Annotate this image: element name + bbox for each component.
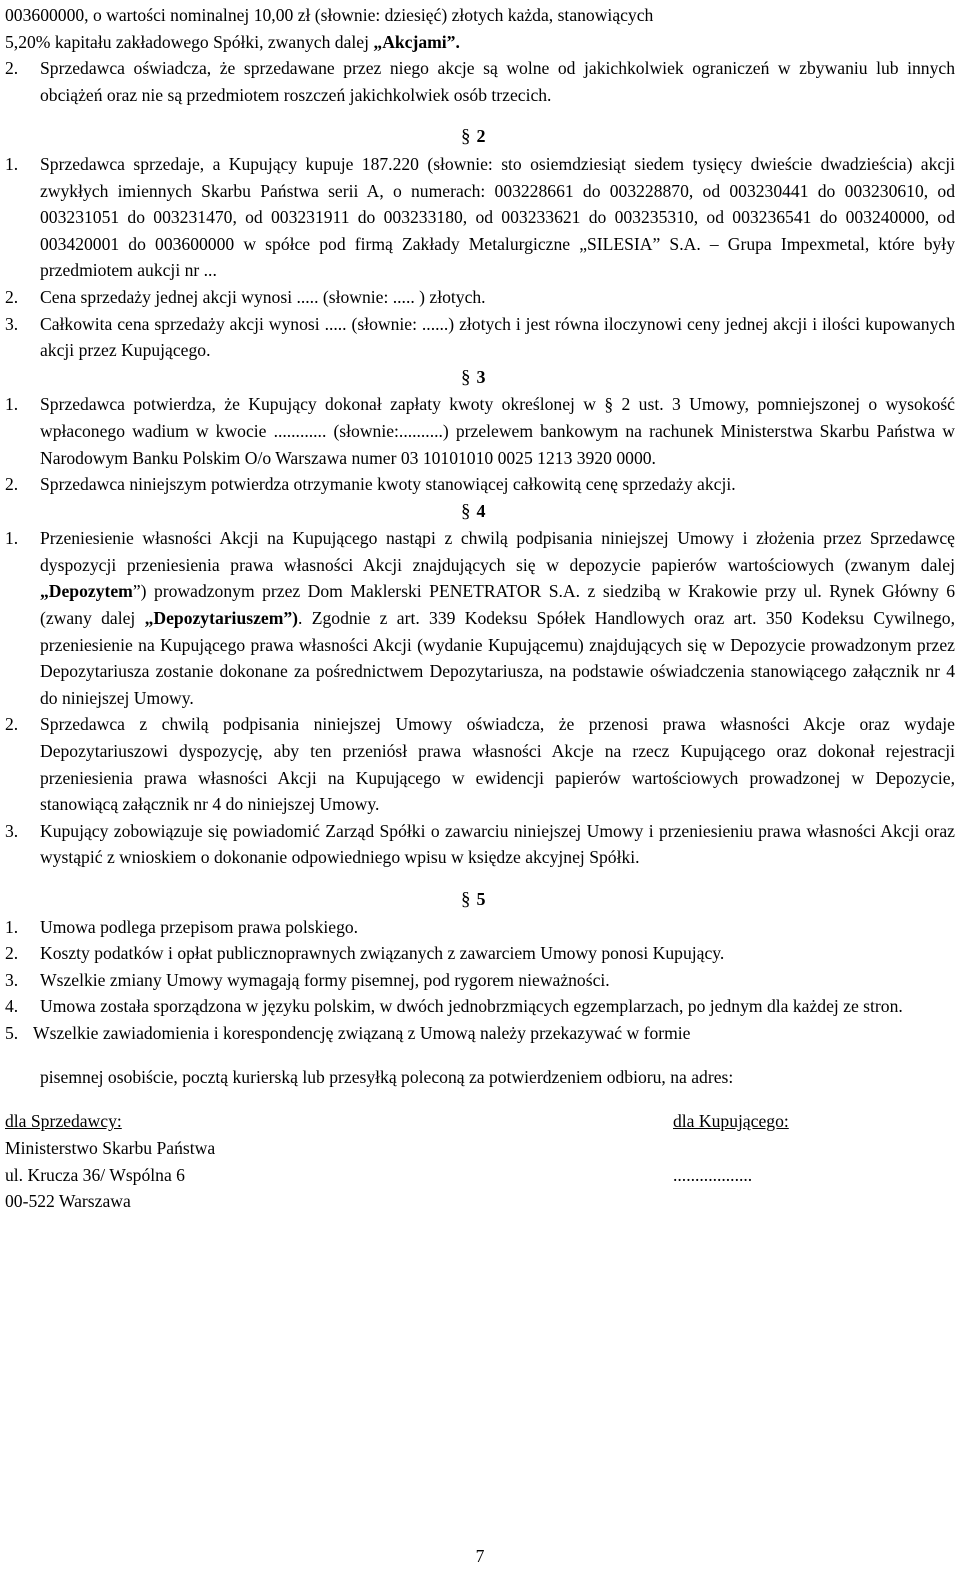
- buyer-address-placeholder: ..................: [673, 1164, 753, 1185]
- item-text-part: . Zgodnie z art. 339 Kodeksu Spółek Handlowych oraz art. 350 Kodeksu Cywilnego, przeniesienie na Kupującego prawa własności Akcji (wydanie Kupującemu) znajdujących się w Depozycie prowadzonym przez Depozytariusza zostanie dokonane za pośrednictwem Depozytariusza, na podstawie oświadczenia stanowiącego załącznik nr 4 do niniejszej Umowy.: [40, 608, 955, 708]
- item-text: Cena sprzedaży jednej akcji wynosi ..... (słownie: ..... ) złotych.: [40, 286, 486, 307]
- item-number: 1.: [5, 528, 19, 549]
- item-number: 1.: [5, 153, 19, 174]
- section-symbol: §: [461, 500, 471, 522]
- item-text-part: ”) prowadzonym przez Dom Maklerski PENETRATOR S.A. z siedzibą w Krakowie przy ul. Rynek Główny 6 (zwany dalej: [40, 581, 955, 629]
- section-symbol: §: [461, 889, 471, 910]
- address-row: [5, 1188, 955, 1215]
- item-number: 2.: [5, 286, 19, 307]
- item-text: Sprzedawca oświadcza, że sprzedawane przez niego akcje są wolne od jakichkolwiek ograniczeń w zbywaniu lub innych obciążeń oraz nie są przedmiotem roszczeń jakichkolwiek osób trzecich.: [40, 58, 955, 105]
- list-item: [5, 1020, 955, 1047]
- list-item: [5, 711, 955, 817]
- list-item: [5, 471, 955, 498]
- seller-address-line: ul. Krucza 36/ Wspólna 6: [5, 1164, 185, 1185]
- buyer-address-label: dla Kupującego:: [673, 1111, 789, 1132]
- item-number: 2.: [5, 943, 19, 964]
- item-number: 3.: [5, 820, 19, 841]
- item-text: Umowa podlega przepisom prawa polskiego.: [40, 916, 359, 937]
- list-item: [5, 993, 955, 1020]
- section-heading-4: [5, 498, 955, 526]
- list-item: [5, 151, 955, 284]
- defined-term-depozytariusz: „Depozytariuszem”): [144, 608, 299, 629]
- seller-address-line: 00-522 Warszawa: [5, 1191, 131, 1212]
- section-number: 2: [476, 126, 486, 147]
- section-heading-2: [5, 123, 955, 151]
- item-text: Sprzedawca sprzedaje, a Kupujący kupuje 187.220 (słownie: sto osiemdziesiąt siedem tysięcy dwieście dwadzieścia) akcji zwykłych imiennych Skarbu Państwa serii A, o numerach: 003228661 do 003228870, od 003230441 do 003230610, od 003231051 do 003231470, od 003231911 do 003233180, od 003233621 do 003235310, od 003236541 do 003240000, od 003420001 do 003600000 w spółce pod firmą Zakłady Metalurgiczne „SILESIA” S.A. – Grupa Impexmetal, które były przedmiotem aukcji nr ...: [40, 153, 955, 281]
- list-item: [5, 311, 955, 364]
- section-number: 4: [476, 500, 486, 521]
- item-text: Sprzedawca niniejszym potwierdza otrzymanie kwoty stanowiącej całkowitą cenę sprzedaży akcji.: [40, 474, 736, 495]
- address-labels-row: [5, 1108, 955, 1135]
- text-line: 5,20% kapitału zakładowego Spółki, zwanych dalej: [5, 31, 374, 52]
- section-number: 5: [476, 889, 486, 909]
- list-item: [5, 940, 955, 967]
- list-item: [5, 391, 955, 471]
- section-heading-5: [5, 886, 955, 914]
- list-item: [5, 55, 955, 108]
- address-row: [5, 1135, 955, 1162]
- item-text: Koszty podatków i opłat publicznoprawnych związanych z zawarciem Umowy ponosi Kupujący.: [40, 943, 725, 964]
- text-line: 003600000, o wartości nominalnej 10,00 zł (słownie: dziesięć) złotych każda, stanowiących: [5, 5, 654, 25]
- section-symbol: §: [461, 366, 471, 388]
- seller-address-label: dla Sprzedawcy:: [5, 1111, 122, 1132]
- item-number: 4.: [5, 996, 19, 1017]
- item-number: 2.: [5, 474, 19, 495]
- item-number: 5.: [5, 1022, 19, 1043]
- list-item: [5, 967, 955, 994]
- section-heading-3: [5, 364, 955, 392]
- item-text: Całkowita cena sprzedaży akcji wynosi ..... (słownie: ......) złotych i jest równa iloczynowi ceny jednej akcji i ilości kupowanych akcji przez Kupującego.: [40, 313, 955, 361]
- document-body: [5, 2, 955, 1215]
- item-text: Kupujący zobowiązuje się powiadomić Zarząd Spółki o zawarciu niniejszej Umowy i przeniesieniu prawa własności Akcji oraz wystąpić z wnioskiem o dokonanie odpowiedniego wpisu w księdze akcyjnej Spółki.: [40, 820, 955, 868]
- item-text: Sprzedawca z chwilą podpisania niniejszej Umowy oświadcza, że przenosi prawa własności Akcje oraz wydaje Depozytariuszowi dyspozycję, aby ten przeniósł prawa własności Akcje na rzecz Kupującego oraz dokonał rejestracji przeniesienia prawa własności Akcji na Kupującego w ewidencji papierów wartościowych prowadzonej w Depozycie, stanowiącą załącznik nr 4 do niniejszej Umowy.: [40, 714, 955, 815]
- item-number: 3.: [5, 969, 19, 990]
- item-text: Sprzedawca potwierdza, że Kupujący dokonał zapłaty kwoty określonej w § 2 ust. 3 Umowy, pomniejszonej o wysokość wpłaconego wadium w kwocie ............ (słownie:..........) przelewem bankowym na rachunek Ministerstwa Skarbu Państwa w Narodowym Banku Polskim O/o Warszawa numer 03 10101010 0025 1213 3920 0000.: [40, 394, 955, 468]
- list-item: [5, 818, 955, 871]
- page-number: 7: [475, 1546, 485, 1566]
- section-number: 3: [476, 366, 486, 387]
- item-number: 2.: [5, 714, 19, 735]
- item-text: Wszelkie zmiany Umowy wymagają formy pisemnej, pod rygorem nieważności.: [40, 969, 610, 990]
- item-text: [40, 525, 955, 711]
- defined-term-akcje: „Akcjami”.: [373, 31, 460, 52]
- item-text: Umowa została sporządzona w języku polskim, w dwóch jednobrzmiących egzemplarzach, po jednym dla każdej ze stron.: [40, 996, 903, 1017]
- list-item: [5, 525, 955, 711]
- address-row: [5, 1162, 955, 1189]
- item-number: 1.: [5, 916, 19, 937]
- item-number: 3.: [5, 313, 19, 334]
- defined-term-depozyt: „Depozytem: [40, 581, 133, 602]
- item-number: 2.: [5, 58, 19, 79]
- section-symbol: §: [461, 126, 471, 148]
- item-number: 1.: [5, 394, 19, 415]
- item-text-continuation: pisemnej osobiście, pocztą kurierską lub przesyłką poleconą za potwierdzeniem odbioru, na adres:: [40, 1067, 734, 1088]
- paragraph-continuation: [5, 2, 955, 55]
- item-text-part: Przeniesienie własności Akcji na Kupującego nastąpi z chwilą podpisania niniejszej Umowy i złożenia przez Sprzedawcę dyspozycji przeniesienia prawa własności Akcji znajdujących się w depozycie papierów wartościowych (zwanym dalej: [40, 528, 955, 575]
- seller-address-line: Ministerstwo Skarbu Państwa: [5, 1137, 216, 1158]
- item-text: Wszelkie zawiadomienia i korespondencję związaną z Umową należy przekazywać w formie: [33, 1022, 691, 1043]
- list-item: [5, 914, 955, 941]
- list-item: [5, 284, 955, 311]
